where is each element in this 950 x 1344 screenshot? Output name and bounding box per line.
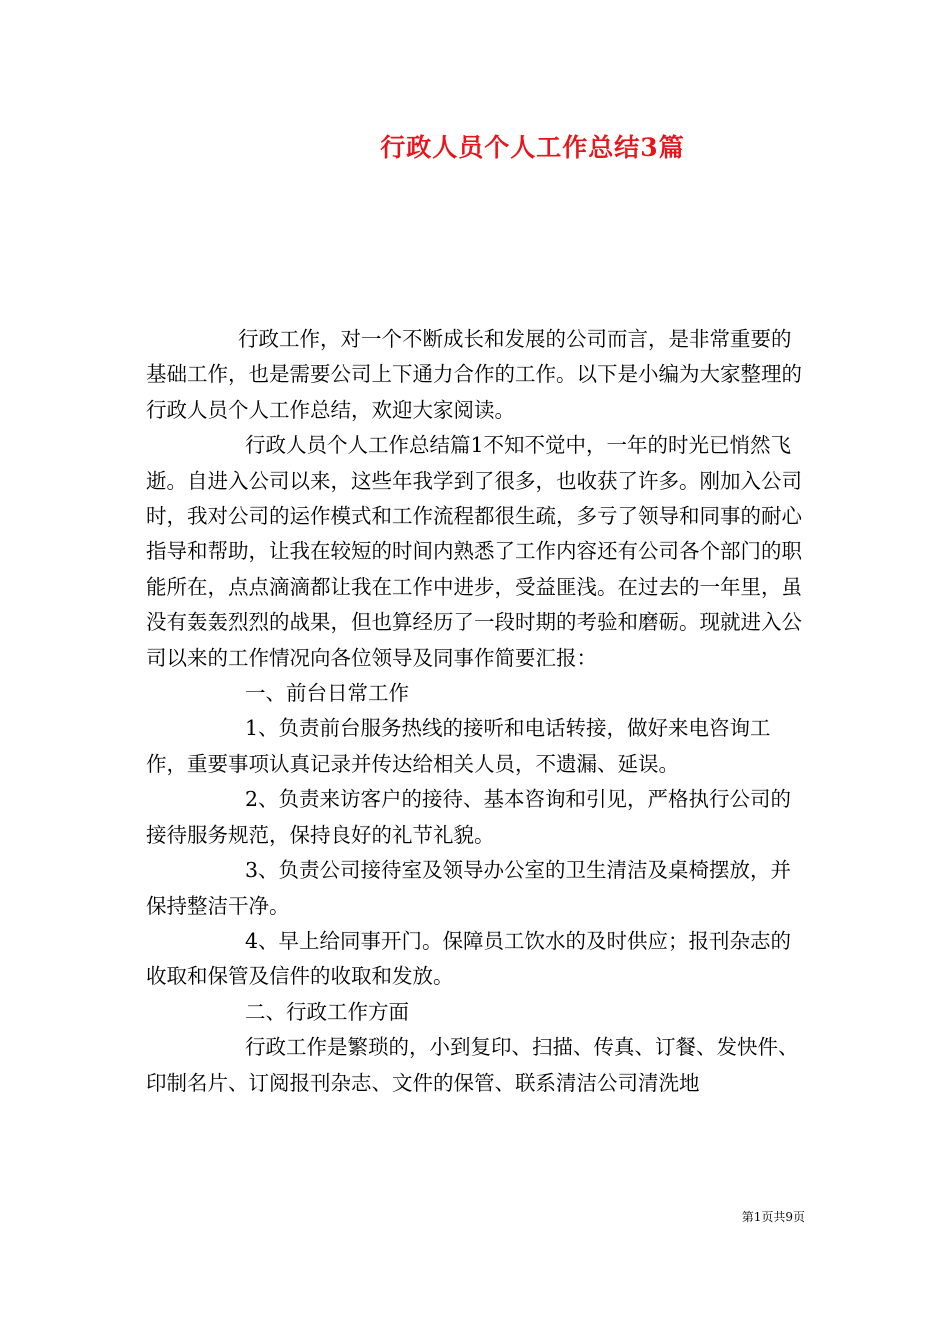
section-heading-front-desk: 一、前台日常工作 bbox=[245, 681, 409, 706]
paragraph-summary-1: 行政人员个人工作总结篇1不知不觉中，一年的时光已悄然飞逝。自进入公司以来，这些年我学到了很多，也收获了许多。刚加入公司时，我对公司的运作模式和工作流程都很生疏，多亏了领导和同事的耐心指导和帮助，让我在较短的时间内熟悉了工作内容还有公司各个部门的职能所在，点点滴滴都让我在工作中进步，受益匪浅。在过去的一年里，虽没有轰轰烈烈的战果，但也算经历了一段时期的考验和磨砺。现就进入公司以来的工作情况向各位领导及同事作简要汇报： bbox=[146, 433, 802, 670]
paragraph-intro: 行政工作，对一个不断成长和发展的公司而言，是非常重要的基础工作，也是需要公司上下通力合作的工作。以下是小编为大家整理的行政人员个人工作总结，欢迎大家阅读。 bbox=[146, 327, 802, 422]
section-heading-admin-work: 二、行政工作方面 bbox=[245, 999, 409, 1024]
page-title: 行政人员个人工作总结3篇 bbox=[380, 133, 685, 162]
list-item: 1、负责前台服务热线的接听和电话转接，做好来电咨询工作，重要事项认真记录并传达给相关人员，不遗漏、延误。 bbox=[146, 716, 771, 776]
list-item: 2、负责来访客户的接待、基本咨询和引见，严格执行公司的接待服务规范，保持良好的礼节礼貌。 bbox=[146, 787, 792, 847]
document-body bbox=[146, 322, 808, 1101]
list-item: 3、负责公司接待室及领导办公室的卫生清洁及桌椅摆放，并保持整洁干净。 bbox=[146, 858, 792, 918]
paragraph-admin-work: 行政工作是繁琐的，小到复印、扫描、传真、订餐、发快件、印制名片、订阅报刊杂志、文件的保管、联系清洁公司清洗地 bbox=[146, 1035, 799, 1095]
list-item: 4、早上给同事开门。保障员工饮水的及时供应；报刊杂志的收取和保管及信件的收取和发放。 bbox=[146, 928, 792, 989]
page-number: 第1页共9页 bbox=[741, 1210, 805, 1224]
